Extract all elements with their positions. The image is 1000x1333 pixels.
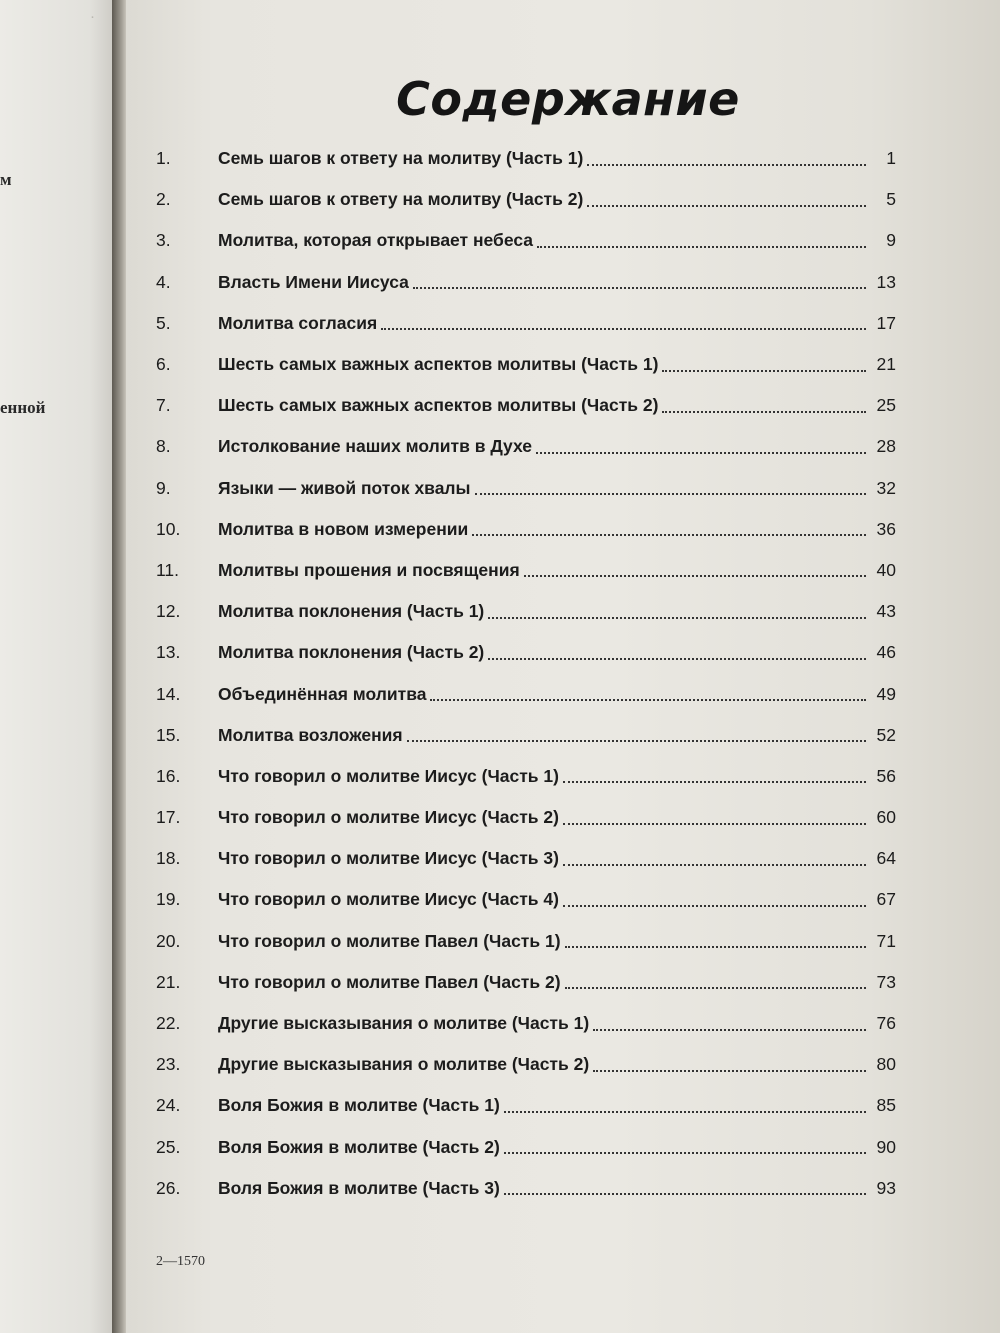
toc-entry-number: 1.: [156, 148, 171, 169]
dot-leader: [587, 164, 866, 166]
toc-entry-number: 17.: [156, 807, 181, 828]
toc-entry-title: Семь шагов к ответу на молитву (Часть 1): [218, 148, 584, 169]
toc-entry-number: 5.: [156, 312, 171, 333]
toc-entry-title: Молитва согласия: [218, 312, 378, 333]
toc-entry-number: 13.: [156, 642, 181, 663]
toc-entry: [156, 426, 896, 467]
toc-entry: [156, 468, 896, 509]
toc-entry-page: 71: [876, 930, 896, 951]
toc-entry-title: Что говорил о молитве Павел (Часть 1): [218, 930, 561, 951]
dot-leader: [565, 987, 866, 989]
toc-entry-title: Воля Божия в молитве (Часть 1): [218, 1095, 500, 1116]
toc-entry-number: 23.: [156, 1054, 181, 1075]
toc-entry-number: 22.: [156, 1013, 181, 1034]
left-page: [0, 0, 112, 1333]
toc-entry-title: Что говорил о молитве Иисус (Часть 4): [218, 889, 559, 910]
dot-leader: [504, 1152, 866, 1154]
page-title: Содержание: [396, 72, 740, 126]
toc-entry-number: 9.: [156, 477, 171, 498]
toc-entry-page: 64: [876, 848, 896, 869]
signature-mark: 2—1570: [156, 1254, 205, 1269]
toc-entry-title: Объединённая молитва: [218, 683, 427, 704]
toc-entry: [156, 879, 896, 920]
dot-leader: [593, 1029, 866, 1031]
toc-entry: [156, 550, 896, 591]
dot-leader: [504, 1193, 866, 1195]
toc-entry-title: Что говорил о молитве Иисус (Часть 1): [218, 765, 559, 786]
toc-entry: [156, 220, 896, 261]
toc-entry-number: 7.: [156, 395, 171, 416]
toc-entry-page: 1: [886, 148, 896, 169]
toc-entry-title: Семь шагов к ответу на молитву (Часть 2): [218, 189, 584, 210]
toc-entry-page: 40: [876, 559, 896, 580]
toc-entry: [156, 1085, 896, 1126]
toc-entry-number: 21.: [156, 971, 181, 992]
toc-entry-number: 18.: [156, 848, 181, 869]
toc-entry: [156, 962, 896, 1003]
toc-entry-number: 15.: [156, 724, 181, 745]
dot-leader: [536, 452, 866, 454]
toc-entry-page: 73: [876, 971, 896, 992]
toc-entry-page: 9: [886, 230, 896, 251]
dot-leader: [413, 287, 866, 289]
toc-entry-page: 25: [876, 395, 896, 416]
toc-entry-title: Молитвы прошения и посвящения: [218, 559, 520, 580]
toc-entry: [156, 138, 896, 179]
toc-entry-title: Молитва поклонения (Часть 1): [218, 601, 485, 622]
toc-entry: [156, 591, 896, 632]
dot-leader: [563, 905, 866, 907]
dot-leader: [472, 534, 866, 536]
toc-entry-number: 6.: [156, 354, 171, 375]
toc-entry-page: 76: [876, 1013, 896, 1034]
bleed-through-mark: ·: [90, 10, 95, 26]
toc-entry: [156, 715, 896, 756]
toc-entry: [156, 1127, 896, 1168]
toc-entry-title: Воля Божия в молитве (Часть 2): [218, 1136, 500, 1157]
dot-leader: [563, 823, 866, 825]
toc-entry-page: 17: [876, 312, 896, 333]
toc-entry: [156, 179, 896, 220]
toc-entry-page: 32: [876, 477, 896, 498]
dot-leader: [587, 205, 866, 207]
dot-leader: [593, 1070, 866, 1072]
dot-leader: [504, 1111, 866, 1113]
toc-entry-page: 5: [886, 189, 896, 210]
book-page: [126, 0, 1000, 1333]
toc-entry-title: Что говорил о молитве Иисус (Часть 2): [218, 807, 559, 828]
dot-leader: [537, 246, 866, 248]
toc-entry-page: 93: [876, 1177, 896, 1198]
toc-entry-title: Другие высказывания о молитве (Часть 2): [218, 1054, 590, 1075]
toc-entry-title: Истолкование наших молитв в Духе: [218, 436, 532, 457]
toc-entry-number: 2.: [156, 189, 171, 210]
toc-entry-number: 14.: [156, 683, 181, 704]
toc-entry-number: 12.: [156, 601, 181, 622]
toc-entry: [156, 756, 896, 797]
toc-entry-page: 67: [876, 889, 896, 910]
toc-entry-title: Шесть самых важных аспектов молитвы (Часть 1): [218, 354, 659, 375]
toc-entry-number: 10.: [156, 518, 181, 539]
toc-entry-page: 43: [876, 601, 896, 622]
toc-entry-page: 36: [876, 518, 896, 539]
toc-entry-page: 28: [876, 436, 896, 457]
toc-entry-number: 25.: [156, 1136, 181, 1157]
toc-entry: [156, 509, 896, 550]
toc-entry-number: 3.: [156, 230, 171, 251]
toc-entry: [156, 385, 896, 426]
toc-entry-number: 16.: [156, 765, 181, 786]
toc-entry-number: 11.: [156, 559, 180, 580]
toc-entry-page: 90: [876, 1136, 896, 1157]
toc-entry: [156, 838, 896, 879]
toc-entry: [156, 1003, 896, 1044]
dot-leader: [563, 864, 866, 866]
dot-leader: [381, 328, 866, 330]
toc-entry-title: Власть Имени Иисуса: [218, 271, 409, 292]
dot-leader: [407, 740, 866, 742]
toc-entry-title: Языки — живой поток хвалы: [218, 477, 471, 498]
dot-leader: [475, 493, 867, 495]
toc-entry: [156, 632, 896, 673]
dot-leader: [662, 411, 866, 413]
toc-entry-page: 56: [876, 765, 896, 786]
toc-entry-title: Молитва поклонения (Часть 2): [218, 642, 485, 663]
toc-entry: [156, 1044, 896, 1085]
toc-entry-number: 8.: [156, 436, 171, 457]
toc-entry-number: 20.: [156, 930, 181, 951]
toc-entry: [156, 1168, 896, 1209]
dot-leader: [563, 781, 866, 783]
toc-entry-number: 19.: [156, 889, 181, 910]
toc-entry-title: Молитва, которая открывает небеса: [218, 230, 534, 251]
toc-entry-page: 85: [876, 1095, 896, 1116]
dot-leader: [565, 946, 866, 948]
toc-entry-number: 4.: [156, 271, 171, 292]
toc-entry-page: 13: [876, 271, 896, 292]
dot-leader: [524, 575, 866, 577]
toc-entry-title: Что говорил о молитве Павел (Часть 2): [218, 971, 561, 992]
toc-entry-title: Шесть самых важных аспектов молитвы (Часть 2): [218, 395, 659, 416]
toc-entry-title: Другие высказывания о молитве (Часть 1): [218, 1013, 590, 1034]
toc-entry-number: 26.: [156, 1177, 181, 1198]
toc-entry: [156, 303, 896, 344]
dot-leader: [430, 699, 866, 701]
dot-leader: [488, 658, 866, 660]
toc-entry: [156, 262, 896, 303]
toc-entry-page: 49: [876, 683, 896, 704]
table-of-contents: [156, 138, 896, 1209]
toc-entry-page: 52: [876, 724, 896, 745]
toc-entry-page: 21: [876, 354, 896, 375]
toc-entry-title: Что говорил о молитве Иисус (Часть 3): [218, 848, 559, 869]
book-gutter: [112, 0, 126, 1333]
toc-entry-title: Молитва возложения: [218, 724, 403, 745]
toc-entry-page: 46: [876, 642, 896, 663]
toc-entry: [156, 673, 896, 714]
left-page-fragment: енной: [0, 398, 46, 417]
toc-entry-page: 60: [876, 807, 896, 828]
dot-leader: [488, 617, 866, 619]
toc-entry-title: Молитва в новом измерении: [218, 518, 469, 539]
left-page-fragment: м: [0, 170, 12, 189]
toc-entry-page: 80: [876, 1054, 896, 1075]
toc-entry: [156, 797, 896, 838]
toc-entry-title: Воля Божия в молитве (Часть 3): [218, 1177, 500, 1198]
dot-leader: [662, 370, 866, 372]
toc-entry: [156, 921, 896, 962]
toc-entry: [156, 344, 896, 385]
toc-entry-number: 24.: [156, 1095, 181, 1116]
